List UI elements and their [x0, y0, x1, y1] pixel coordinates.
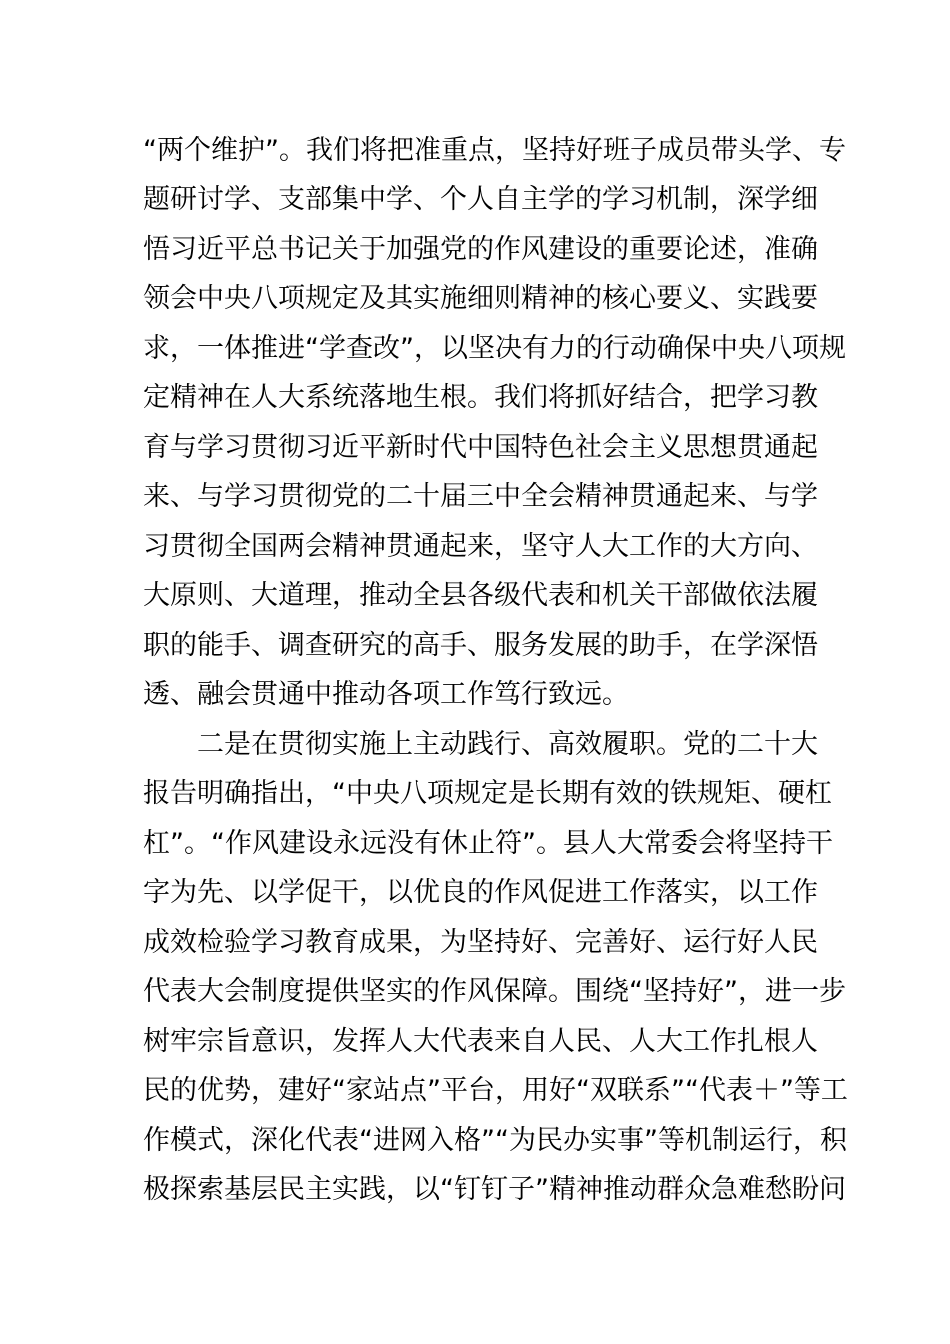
paragraph-first-line: 二是在贯彻实施上主动践行、高效履职。党的二十大 [197, 729, 818, 760]
text-line: 成效检验学习教育成果，为坚持好、完善好、运行好人民 [143, 927, 818, 958]
text-line: 透、融会贯通中推动各项工作笃行致远。 [143, 679, 629, 710]
text-line: 悟习近平总书记关于加强党的作风建设的重要论述，准确 [143, 234, 818, 265]
text-line: 极探索基层民主实践，以“钉钉子”精神推动群众急难愁盼问 [143, 1174, 846, 1205]
text-line: 报告明确指出，“中央八项规定是长期有效的铁规矩、硬杠 [143, 778, 832, 809]
text-line: “两个维护”。我们将把准重点，坚持好班子成员带头学、专 [143, 135, 846, 166]
text-line: 育与学习贯彻习近平新时代中国特色社会主义思想贯通起 [143, 432, 818, 463]
text-line: 民的优势，建好“家站点”平台，用好“双联系”“代表＋”等工 [143, 1075, 848, 1106]
text-line: 题研讨学、支部集中学、个人自主学的学习机制，深学细 [143, 184, 818, 215]
text-line: 大原则、大道理，推动全县各级代表和机关干部做依法履 [143, 580, 818, 611]
text-line: 职的能手、调查研究的高手、服务发展的助手，在学深悟 [143, 630, 818, 661]
text-line: 字为先、以学促干，以优良的作风促进工作落实，以工作 [143, 877, 818, 908]
text-line: 习贯彻全国两会精神贯通起来，坚守人大工作的大方向、 [143, 531, 818, 562]
text-line: 领会中央八项规定及其实施细则精神的核心要义、实践要 [143, 283, 818, 314]
text-line: 树牢宗旨意识，发挥人大代表来自人民、人大工作扎根人 [143, 1026, 818, 1057]
text-line: 求，一体推进“学查改”，以坚决有力的行动确保中央八项规 [143, 333, 846, 364]
text-line: 来、与学习贯彻党的二十届三中全会精神贯通起来、与学 [143, 481, 818, 512]
text-line: 作模式，深化代表“进网入格”“为民办实事”等机制运行，积 [143, 1125, 847, 1156]
text-line: 定精神在人大系统落地生根。我们将抓好结合，把学习教 [143, 382, 818, 413]
text-line: 杠”。“作风建设永远没有休止符”。县人大常委会将坚持干 [143, 828, 833, 859]
text-line: 代表大会制度提供坚实的作风保障。围绕“坚持好”，进一步 [143, 976, 846, 1007]
